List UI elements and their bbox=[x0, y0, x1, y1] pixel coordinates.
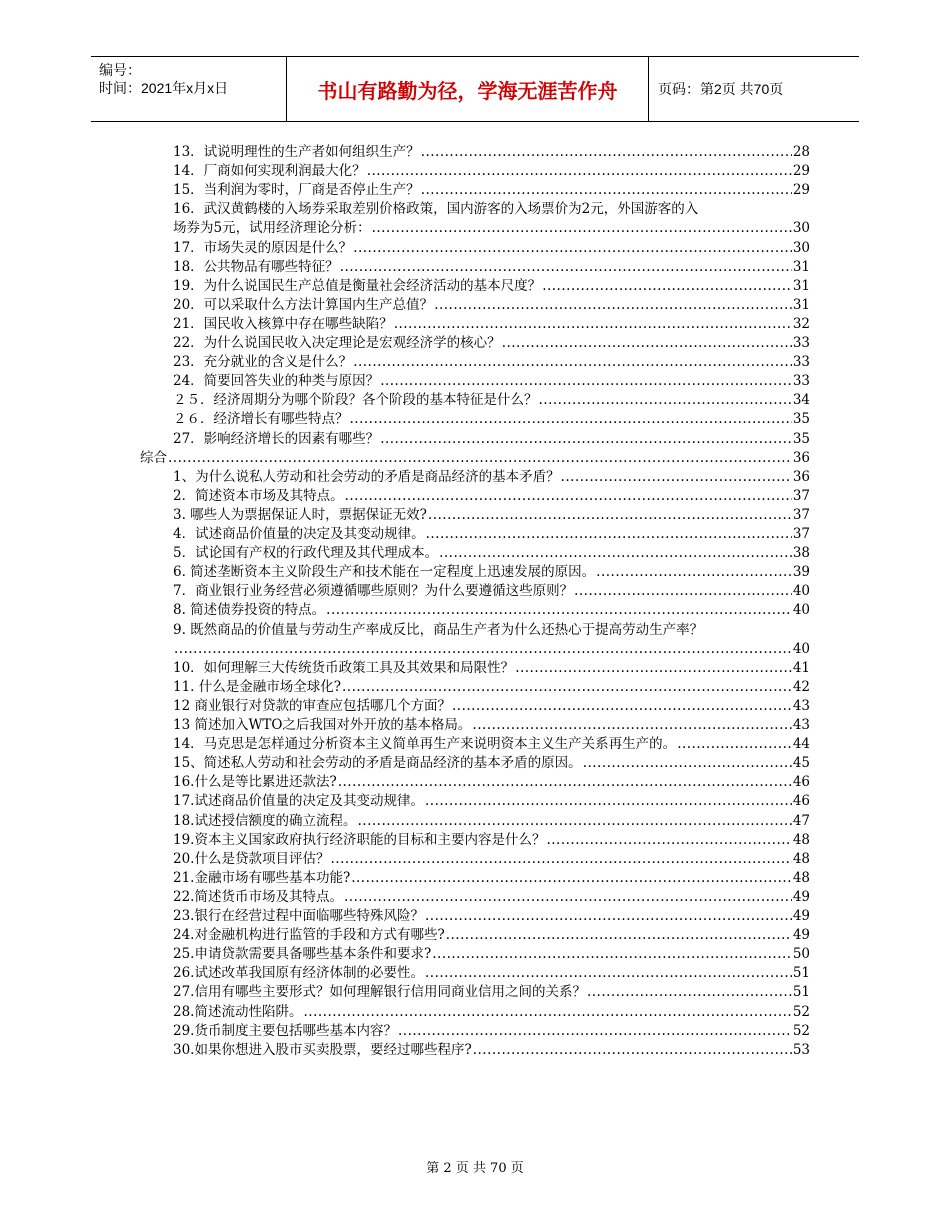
toc-entry[interactable] bbox=[173, 219, 810, 238]
toc-leader-dots bbox=[452, 697, 792, 716]
toc-leader-dots bbox=[596, 563, 792, 582]
toc-leader-dots bbox=[473, 1041, 792, 1060]
toc-entry-line: 9. 既然商品的价值量与劳动生产率成反比，商品生产者为什么还热心于提高劳动生产率？ bbox=[173, 621, 704, 638]
toc-leader-dots bbox=[428, 506, 792, 525]
toc-entry[interactable] bbox=[173, 162, 810, 181]
toc-entry-title: 27．影响经济增长的因素有哪些？ bbox=[173, 430, 380, 447]
toc-leader-dots bbox=[372, 219, 792, 238]
toc-leader-dots bbox=[394, 315, 792, 334]
toc-entry[interactable] bbox=[173, 735, 810, 754]
toc-entry-title: 29.货币制度主要包括哪些基本内容？ bbox=[173, 1022, 397, 1039]
toc-entry[interactable] bbox=[173, 239, 810, 258]
toc-page-number: 28 bbox=[792, 144, 810, 160]
toc-page-number: 52 bbox=[792, 1022, 810, 1039]
toc-entry[interactable] bbox=[173, 812, 810, 831]
toc-leader-dots bbox=[357, 812, 791, 831]
toc-entry[interactable] bbox=[173, 544, 810, 563]
toc-entry[interactable] bbox=[173, 506, 810, 525]
toc-entry-title: 1、为什么说私人劳动和社会劳动的矛盾是商品经济的基本矛盾？ bbox=[173, 468, 560, 485]
toc-leader-dots bbox=[426, 525, 792, 544]
toc-page-number: 37 bbox=[792, 506, 810, 523]
toc-page-number: 53 bbox=[792, 1041, 810, 1058]
toc-entry[interactable] bbox=[173, 964, 810, 983]
toc-entry[interactable] bbox=[173, 582, 810, 601]
toc-leader-dots bbox=[340, 258, 792, 277]
toc-page-number: 49 bbox=[792, 888, 810, 905]
toc-leader-dots bbox=[539, 391, 792, 410]
toc-page-number: 40 bbox=[792, 602, 810, 619]
toc-page-number: 48 bbox=[792, 831, 810, 848]
toc-leader-dots bbox=[345, 487, 792, 506]
toc-entry-title: 11. 什么是金融市场全球化? bbox=[173, 678, 341, 695]
toc-leader-dots bbox=[439, 544, 792, 563]
toc-entry[interactable] bbox=[173, 143, 810, 162]
toc-entry[interactable] bbox=[173, 353, 810, 372]
toc-entry[interactable] bbox=[173, 697, 810, 716]
toc-entry[interactable] bbox=[173, 277, 810, 296]
toc-entry-title: 19.资本主义国家政府执行经济职能的目标和主要内容是什么？ bbox=[173, 831, 546, 848]
toc-entry-title: 14．马克思是怎样通过分析资本主义简单再生产来说明资本主义生产关系再生产的。 bbox=[173, 736, 677, 753]
toc-entry[interactable] bbox=[173, 1003, 810, 1022]
toc-entry-title: 综合 bbox=[140, 449, 167, 466]
toc-page-number: 31 bbox=[792, 258, 810, 275]
toc-page-number: 45 bbox=[792, 755, 810, 772]
toc-entry[interactable] bbox=[173, 773, 810, 792]
toc-page-number: 44 bbox=[792, 736, 810, 753]
toc-page-number: 42 bbox=[792, 678, 810, 695]
toc-entry[interactable] bbox=[173, 869, 810, 888]
toc-leader-dots bbox=[168, 449, 792, 468]
toc-entry-title: 26.试述改革我国原有经济体制的必要性。 bbox=[173, 965, 424, 982]
toc-entry-title: 17．市场失灵的原因是什么？ bbox=[173, 239, 353, 256]
toc-leader-dots bbox=[542, 277, 792, 296]
toc-entry-title: 8. 简述债券投资的特点。 bbox=[173, 602, 326, 619]
toc-entry-title: 7．商业银行业务经营必须遵循哪些原则？为什么要遵循这些原则？ bbox=[173, 583, 574, 600]
toc-leader-dots bbox=[502, 334, 792, 353]
toc-entry[interactable] bbox=[173, 926, 810, 945]
toc-entry-title: 15．当利润为零时，厂商是否停止生产？ bbox=[173, 182, 420, 199]
toc-page-number: 36 bbox=[792, 449, 810, 466]
toc-page-number: 32 bbox=[792, 315, 810, 332]
toc-entry-line: 16．武汉黄鹤楼的入场券采取差别价格政策，国内游客的入场票价为2元，外国游客的入 bbox=[173, 201, 699, 218]
toc-entry-title: 15、简述私人劳动和社会劳动的矛盾是商品经济的基本矛盾的原因。 bbox=[173, 755, 582, 772]
toc-page-number: 33 bbox=[792, 354, 810, 371]
toc-leader-dots bbox=[425, 907, 792, 926]
toc-entry[interactable] bbox=[173, 1022, 810, 1041]
toc-leader-dots bbox=[432, 945, 792, 964]
toc-page-number: 37 bbox=[792, 487, 810, 504]
toc-entry[interactable] bbox=[173, 468, 810, 487]
toc-leader-dots bbox=[677, 735, 792, 754]
toc-leader-dots bbox=[338, 773, 792, 792]
toc-entry-title: 23．充分就业的含义是什么？ bbox=[173, 354, 353, 371]
toc-leader-dots bbox=[174, 640, 792, 659]
header-motto: 书山有路勤为径，学海无涯苦作舟 bbox=[287, 57, 649, 121]
toc-entry-title: 21.金融市场有哪些基本功能? bbox=[173, 869, 351, 886]
toc-leader-dots bbox=[587, 983, 792, 1002]
toc-entry-title: 28.简述流动性陷阱。 bbox=[173, 1003, 303, 1020]
toc-entry-title: ２６．经济增长有哪些特点？ bbox=[173, 411, 349, 428]
time-label: 时间：2021年x月x日 bbox=[99, 80, 229, 96]
toc-leader-dots bbox=[398, 1022, 792, 1041]
toc-page-number: 40 bbox=[792, 583, 810, 600]
toc-entry-title: 30.如果你想进入股市买卖股票，要经过哪些程序? bbox=[173, 1041, 472, 1058]
code-label: 编号： bbox=[99, 62, 141, 78]
toc-entry-title: 3. 哪些人为票据保证人时，票据保证无效? bbox=[173, 506, 427, 523]
toc-page-number: 34 bbox=[792, 392, 810, 409]
page-footer: 第 2 页 共 70 页 bbox=[426, 1161, 524, 1176]
toc-leader-dots bbox=[472, 716, 791, 735]
toc-page-number: 46 bbox=[792, 774, 810, 791]
toc-leader-dots bbox=[380, 372, 792, 391]
toc-entry-title: 场券为5元，试用经济理论分析： bbox=[173, 220, 371, 237]
toc-entry-title: 13 简述加入WTO之后我国对外开放的基本格局。 bbox=[173, 717, 472, 733]
toc-entry-title: 24．简要回答失业的种类与原因？ bbox=[173, 373, 380, 390]
toc-entry[interactable] bbox=[173, 888, 810, 907]
toc-leader-dots bbox=[421, 143, 792, 162]
toc-page-number: 29 bbox=[792, 163, 810, 180]
toc-entry-title: 20．可以采取什么方法计算国内生产总值？ bbox=[173, 296, 434, 313]
toc-entry-title: 27.信用有哪些主要形式？如何理解银行信用同商业信用之间的关系？ bbox=[173, 984, 586, 1001]
toc-page-number: 50 bbox=[792, 946, 810, 963]
toc-page-number: 39 bbox=[792, 564, 810, 581]
toc-page-number: 37 bbox=[792, 526, 810, 542]
toc-page-number: 43 bbox=[792, 717, 810, 733]
toc-entry[interactable] bbox=[173, 640, 810, 659]
toc-leader-dots bbox=[546, 831, 791, 850]
toc-section[interactable] bbox=[140, 449, 810, 468]
toc-entry-title: 23.银行在经营过程中面临哪些特殊风险？ bbox=[173, 908, 424, 924]
toc-entry-title: 25.申请贷款需要具备哪些基本条件和要求? bbox=[173, 946, 432, 963]
toc-leader-dots bbox=[351, 869, 792, 888]
toc-leader-dots bbox=[446, 926, 792, 945]
toc-page-number: 52 bbox=[792, 1003, 810, 1020]
toc-page-number: 49 bbox=[792, 927, 810, 944]
toc-leader-dots bbox=[350, 410, 792, 429]
toc-page-number: 30 bbox=[792, 239, 810, 256]
toc-page-number: 51 bbox=[792, 965, 810, 982]
toc-entry[interactable] bbox=[173, 945, 810, 964]
toc-entry-title: 13．试说明理性的生产者如何组织生产？ bbox=[173, 144, 420, 160]
toc-entry-title: 12 商业银行对贷款的审查应包括哪几个方面？ bbox=[173, 697, 451, 714]
toc-page-number: 33 bbox=[792, 373, 810, 390]
toc-leader-dots bbox=[353, 353, 792, 372]
toc-page-number: 29 bbox=[792, 182, 810, 199]
toc-entry[interactable] bbox=[173, 601, 810, 620]
toc-entry[interactable] bbox=[173, 659, 810, 678]
toc-entry[interactable] bbox=[173, 907, 810, 926]
toc-entry-title: 24.对金融机构进行监管的手段和方式有哪些? bbox=[173, 927, 445, 944]
toc-entry-title: 17.试述商品价值量的决定及其变动规律。 bbox=[173, 793, 424, 810]
toc-leader-dots bbox=[561, 468, 792, 487]
toc-page-number: 30 bbox=[792, 220, 810, 237]
toc-page-number: 51 bbox=[792, 984, 810, 1001]
toc-leader-dots bbox=[515, 659, 792, 678]
toc-leader-dots bbox=[425, 964, 792, 983]
page-header bbox=[91, 56, 859, 122]
toc-entry-title: 18．公共物品有哪些特征？ bbox=[173, 258, 339, 275]
toc-page-number: 43 bbox=[792, 697, 810, 714]
toc-page-number: 49 bbox=[792, 908, 810, 924]
toc-entry[interactable] bbox=[173, 296, 810, 315]
toc-entry[interactable] bbox=[173, 983, 810, 1002]
toc-page-number: 48 bbox=[792, 850, 810, 867]
toc-entry-title: ２５．经济周期分为哪个阶段？各个阶段的基本特征是什么？ bbox=[173, 392, 538, 409]
toc-leader-dots bbox=[326, 601, 792, 620]
toc-page-number: 35 bbox=[792, 411, 810, 428]
toc-leader-dots bbox=[367, 162, 792, 181]
toc-entry-title: 5．试论国有产权的行政代理及其代理成本。 bbox=[173, 545, 439, 562]
toc-page-number: 40 bbox=[792, 640, 810, 657]
toc-entry-title: 21．国民收入核算中存在哪些缺陷？ bbox=[173, 315, 393, 332]
toc-entry[interactable] bbox=[173, 315, 810, 334]
toc-page-number: 36 bbox=[792, 468, 810, 485]
toc-entry[interactable] bbox=[173, 563, 810, 582]
toc-entry-title: 22．为什么说国民收入决定理论是宏观经济学的核心？ bbox=[173, 335, 501, 351]
toc-entry-title: 14．厂商如何实现利润最大化？ bbox=[173, 163, 366, 180]
header-page-info: 页码：第2页 共70页 bbox=[658, 81, 784, 97]
toc-entry-title: 18.试述授信额度的确立流程。 bbox=[173, 812, 357, 829]
toc-entry-title: 19．为什么说国民生产总值是衡量社会经济活动的基本尺度？ bbox=[173, 277, 542, 294]
toc-entry-title: 10．如何理解三大传统货币政策工具及其效果和局限性？ bbox=[173, 659, 515, 676]
toc-entry-title: 2．简述资本市场及其特点。 bbox=[173, 487, 344, 504]
toc-leader-dots bbox=[425, 792, 792, 811]
toc-entry[interactable] bbox=[173, 430, 810, 449]
toc-entry[interactable] bbox=[173, 487, 810, 506]
toc-leader-dots bbox=[421, 181, 792, 200]
toc-entry[interactable] bbox=[173, 391, 810, 410]
toc-leader-dots bbox=[434, 296, 792, 315]
toc-page-number: 41 bbox=[792, 659, 810, 676]
toc-page-number: 47 bbox=[792, 812, 810, 829]
toc-leader-dots bbox=[344, 888, 792, 907]
header-meta-cell bbox=[91, 57, 287, 121]
toc-entry-title: 16.什么是等比累进还款法? bbox=[173, 774, 337, 791]
toc-page-number: 35 bbox=[792, 430, 810, 447]
toc-entry[interactable] bbox=[173, 850, 810, 869]
toc-entry[interactable] bbox=[173, 525, 810, 544]
toc-leader-dots bbox=[583, 754, 792, 773]
toc-entry[interactable] bbox=[173, 678, 810, 697]
toc-entry[interactable] bbox=[173, 372, 810, 391]
toc-page-number: 31 bbox=[792, 277, 810, 294]
toc-entry[interactable] bbox=[173, 334, 810, 353]
toc-leader-dots bbox=[342, 678, 792, 697]
toc-entry-title: 4．试述商品价值量的决定及其变动规律。 bbox=[173, 526, 425, 542]
toc-page-number: 46 bbox=[792, 793, 810, 810]
toc-entry[interactable] bbox=[173, 754, 810, 773]
toc-page-number: 33 bbox=[792, 335, 810, 351]
toc-leader-dots bbox=[574, 582, 792, 601]
toc-page-number: 38 bbox=[792, 545, 810, 562]
toc-page-number: 31 bbox=[792, 296, 810, 313]
toc-entry-title: 6. 简述垄断资本主义阶段生产和技术能在一定程度上迅速发展的原因。 bbox=[173, 564, 596, 581]
toc-entry[interactable] bbox=[173, 716, 810, 735]
toc-entry[interactable] bbox=[173, 410, 810, 429]
toc-entry[interactable] bbox=[173, 181, 810, 200]
toc-entry[interactable] bbox=[173, 831, 810, 850]
toc-page-number: 48 bbox=[792, 869, 810, 886]
toc-leader-dots bbox=[303, 1003, 791, 1022]
toc-leader-dots bbox=[380, 430, 792, 449]
toc-leader-dots bbox=[330, 850, 791, 869]
toc-leader-dots bbox=[353, 239, 792, 258]
toc-entry[interactable] bbox=[173, 792, 810, 811]
toc-entry-title: 20.什么是贷款项目评估？ bbox=[173, 850, 330, 867]
toc-entry[interactable] bbox=[173, 1041, 810, 1060]
toc-entry-title: 22.简述货币市场及其特点。 bbox=[173, 888, 343, 905]
toc-entry[interactable] bbox=[173, 258, 810, 277]
